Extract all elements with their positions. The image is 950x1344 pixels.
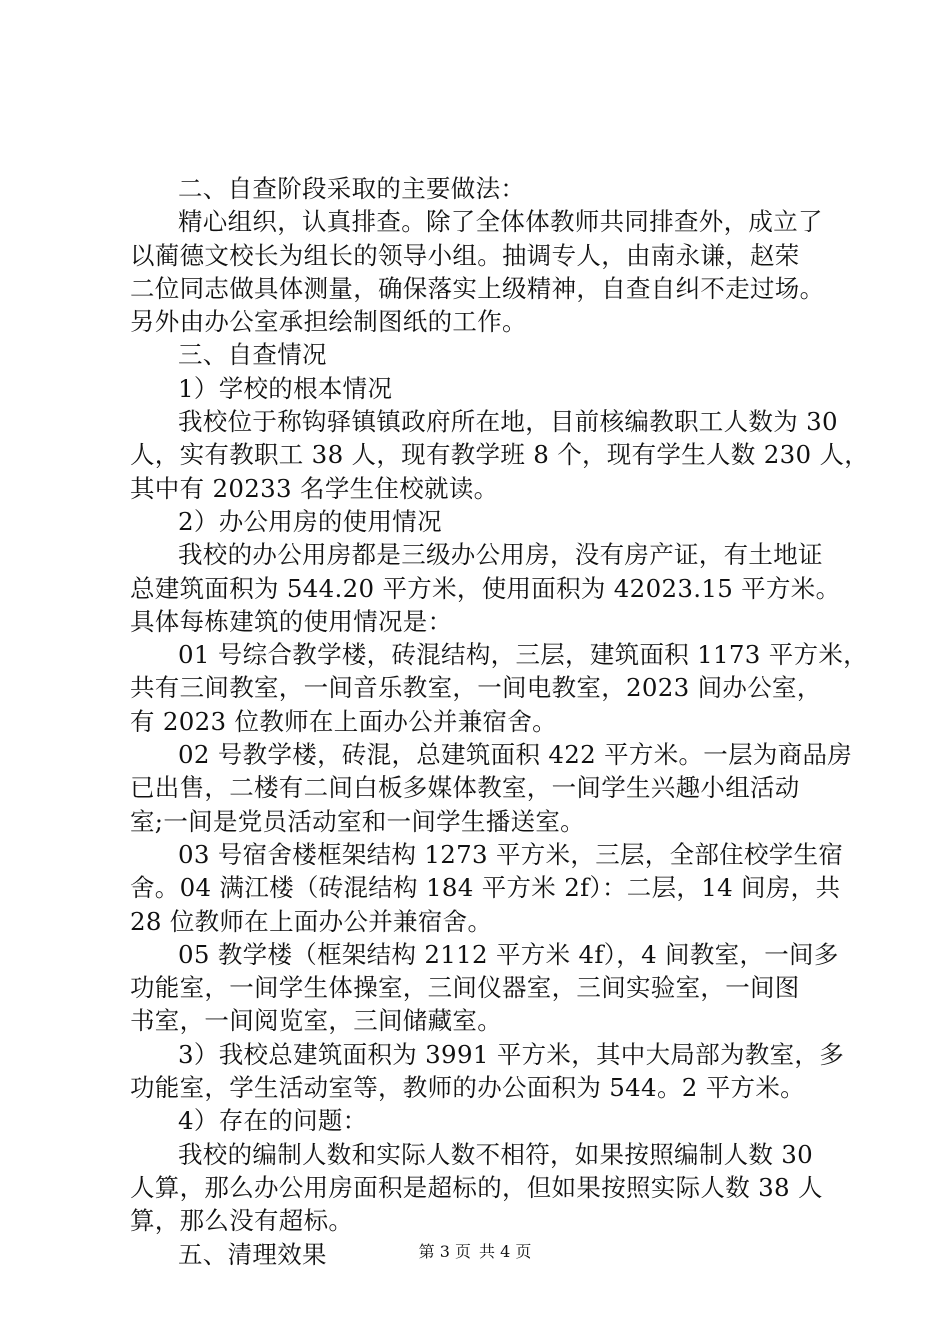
text-line: 总建筑面积为 544.20 平方米，使用面积为 42023.15 平方米。 [130, 573, 841, 603]
text-line: 以蔺德文校长为组长的领导小组。抽调专人，由南永谦，赵荣 [130, 240, 800, 270]
text-line: 功能室，一间学生体操室，三间仪器室，三间实验室，一间图 [130, 973, 800, 1003]
document-body [130, 172, 870, 1271]
page-footer [0, 1241, 950, 1263]
text-line: 室;一间是党员活动室和一间学生播送室。 [130, 806, 585, 836]
text-line: 我校的编制人数和实际人数不相符，如果按照编制人数 30 [178, 1139, 814, 1169]
text-line: 人算，那么办公用房面积是超标的，但如果按照实际人数 38 人 [130, 1172, 823, 1202]
text-line: 05 教学楼（框架结构 2112 平方米 4f），4 间教室，一间多 [178, 939, 839, 969]
text-line: 人，实有教职工 38 人，现有教学班 8 个，现有学生人数 230 人， [130, 440, 870, 470]
page-total: 共 4 页 [479, 1242, 532, 1261]
text-line: 28 位教师在上面办公并兼宿舍。 [130, 906, 493, 936]
text-line: 02 号教学楼，砖混，总建筑面积 422 平方米。一层为商品房 [178, 740, 853, 770]
text-line: 二、自查阶段采取的主要做法： [178, 174, 526, 203]
text-line: 功能室，学生活动室等，教师的办公面积为 544。2 平方米。 [130, 1073, 805, 1103]
text-line: 03 号宿舍楼框架结构 1273 平方米，三层，全部住校学生宿 [178, 839, 844, 869]
text-line: 五、清理效果 [178, 1239, 327, 1269]
text-line: 舍。04 满江楼（砖混结构 184 平方米 2f）：二层，14 间房，共 [130, 873, 841, 903]
text-line: 另外由办公室承担绘制图纸的工作。 [130, 307, 527, 337]
text-line: 我校位于称钩驿镇镇政府所在地，目前核编教职工人数为 30 [178, 407, 838, 437]
text-line: 有 2023 位教师在上面办公并兼宿舍。 [130, 706, 557, 736]
text-line: 共有三间教室，一间音乐教室，一间电教室，2023 间办公室， [130, 673, 822, 703]
text-line: 我校的办公用房都是三级办公用房，没有房产证，有土地证 [178, 540, 823, 570]
text-line: 具体每栋建筑的使用情况是： [130, 606, 453, 636]
text-line: 01 号综合教学楼，砖混结构，三层，建筑面积 1173 平方米， [178, 640, 868, 670]
text-line: 2）办公用房的使用情况 [178, 506, 442, 536]
text-line: 书室，一间阅览室，三间储藏室。 [130, 1006, 502, 1036]
text-line: 算，那么没有超标。 [130, 1206, 354, 1236]
text-line: 二位同志做具体测量，确保落实上级精神，自查自纠不走过场。 [130, 273, 825, 303]
text-line: 4）存在的问题： [178, 1106, 368, 1136]
text-line: 已出售，二楼有二间白板多媒体教室，一间学生兴趣小组活动 [130, 773, 800, 803]
text-line: 1）学校的根本情况 [178, 373, 393, 403]
text-line: 三、自查情况 [178, 340, 327, 370]
text-line: 精心组织，认真排查。除了全体体教师共同排查外，成立了 [178, 207, 823, 237]
page-number: 第 3 页 [418, 1242, 471, 1261]
text-line: 3）我校总建筑面积为 3991 平方米，其中大局部为教室，多 [178, 1039, 845, 1069]
text-line: 其中有 20233 名学生住校就读。 [130, 473, 499, 503]
